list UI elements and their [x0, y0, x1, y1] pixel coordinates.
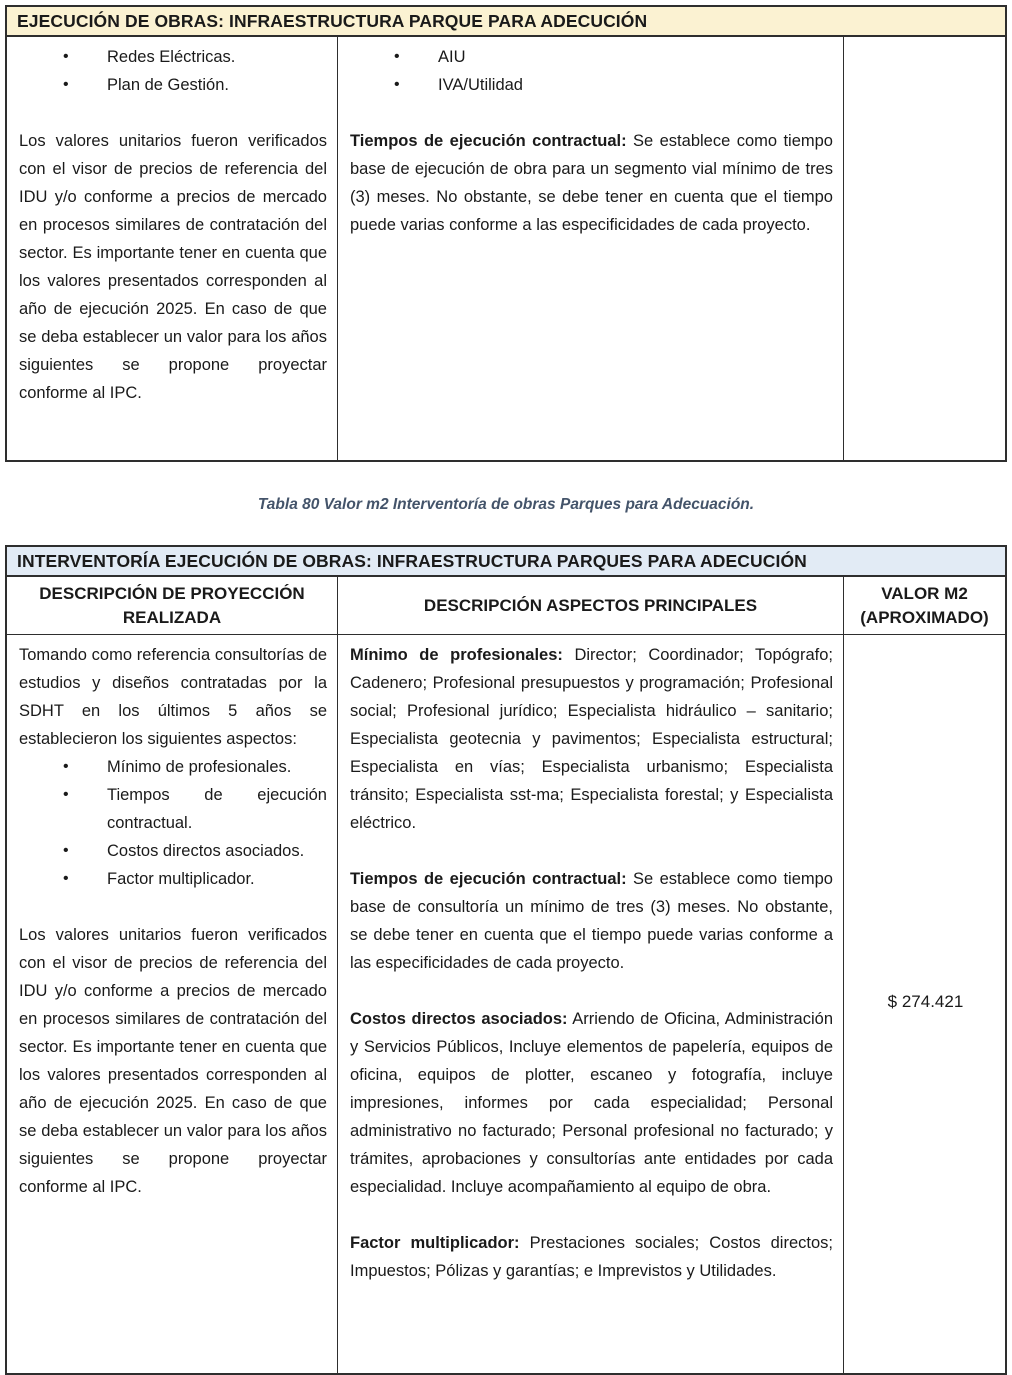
- paragraph-lead: Costos directos asociados:: [350, 1010, 568, 1028]
- paragraph-text: Se establece como tiempo base de ejecución de obra para un segmento vial mínimo de tres (3) meses. No obstante, se debe tener en cuenta que el tiempo puede varias conforme a las especificidades de cada proyecto.: [350, 132, 833, 234]
- paragraph-text: Arriendo de Oficina, Administración y Servicios Públicos, Incluye elementos de papelería, equipos de oficina, equipos de plotter, escaneo y fotografía, incluye impresiones, informes por cada especialidad; Personal administrativo no facturado; Personal profesional no facturado; y trámites, aprobaciones y consultorías ante entidades por cada especialidad. Incluye acompañamiento al equipo de obra.: [350, 1010, 833, 1196]
- table1-title: EJECUCIÓN DE OBRAS: INFRAESTRUCTURA PARQUE PARA ADECUCIÓN: [17, 10, 648, 31]
- paragraph-text: Director; Coordinador; Topógrafo; Cadenero; Profesional presupuestos y programación; Profesional social; Profesional jurídico; Especialista hidráulico – sanitario; Especialista geotecnia y pavimentos; Especialista estructural; Especialista en vías; Especialista urbanismo; Especialista tránsito; Especialista sst-ma; Especialista forestal; y Especialista eléctrico.: [350, 646, 833, 832]
- table1-body-row: [7, 37, 1005, 460]
- bullet-icon: •: [63, 870, 69, 887]
- paragraph-intro: Tomando como referencia consultorías de estudios y diseños contratadas por la SDHT en los últimos 5 años se establecieron los siguientes aspectos:: [19, 646, 327, 748]
- table1-col-aspectos-principales: [337, 37, 843, 460]
- paragraph-text: Se establece como tiempo base de consultoría un mínimo de tres (3) meses. No obstante, se debe tener en cuenta que el tiempo puede varias conforme a las especificidades de cada proyecto.: [350, 870, 833, 972]
- table1-col-valor-empty: [843, 37, 1005, 460]
- list-item: [19, 865, 327, 893]
- paragraph-lead: Factor multiplicador:: [350, 1234, 520, 1252]
- bullet-icon: •: [63, 758, 69, 775]
- paragraph-lead: Tiempos de ejecución contractual:: [350, 870, 627, 888]
- valor-m2-value: $ 274.421: [887, 992, 964, 1011]
- paragraph-tiempos-ejecucion: [350, 865, 833, 977]
- list-item: [19, 43, 327, 71]
- bullet-label: IVA/Utilidad: [438, 76, 523, 94]
- paragraph-costos-directos: [350, 1005, 833, 1201]
- table1-col-descripcion-proyeccion: [7, 37, 337, 460]
- list-item: [19, 781, 327, 837]
- table-interventoria-obras: [5, 545, 1007, 1375]
- paragraph-minimo-profesionales: [350, 641, 833, 837]
- table2-title-bar: [7, 547, 1005, 577]
- bullet-icon: •: [394, 48, 400, 65]
- column-header-valor-m2: VALOR M2 (APROXIMADO): [843, 577, 1005, 634]
- column-header-aspectos-principales: DESCRIPCIÓN ASPECTOS PRINCIPALES: [337, 577, 843, 634]
- bullet-label: Costos directos asociados.: [107, 842, 305, 860]
- paragraph-lead: Mínimo de profesionales:: [350, 646, 563, 664]
- list-item: [19, 71, 327, 99]
- table1-title-bar: [7, 7, 1005, 37]
- table-ejecucion-obras: [5, 5, 1007, 462]
- bullet-label: Tiempos de ejecución contractual.: [107, 786, 327, 832]
- table-caption: Tabla 80 Valor m2 Interventoría de obras Parques para Adecuación.: [257, 496, 755, 513]
- bullet-label: Mínimo de profesionales.: [107, 758, 292, 776]
- bullet-icon: •: [63, 76, 69, 93]
- table2-header-row: [7, 577, 1005, 635]
- paragraph-factor-multiplicador: [350, 1229, 833, 1285]
- table2-title: INTERVENTORÍA EJECUCIÓN DE OBRAS: INFRAESTRUCTURA PARQUES PARA ADECUCIÓN: [17, 550, 807, 571]
- paragraph-lead: Tiempos de ejecución contractual:: [350, 132, 627, 150]
- bullet-icon: •: [63, 786, 69, 803]
- table2-col-descripcion-proyeccion: [7, 635, 337, 1373]
- bullet-icon: •: [394, 76, 400, 93]
- bullet-label: Redes Eléctricas.: [107, 48, 236, 66]
- paragraph-valores-unitarios: Los valores unitarios fueron verificados con el visor de precios de referencia del IDU y/o conforme a precios de mercado en procesos similares de contratación del sector. Es importante tener en cuenta que los valores presentados corresponden al año de ejecución 2025. En caso de que se deba establecer un valor para los años siguientes se propone proyectar conforme al IPC.: [19, 926, 327, 1196]
- bullet-icon: •: [63, 48, 69, 65]
- list-item: [19, 837, 327, 865]
- bullet-label: Factor multiplicador.: [107, 870, 255, 888]
- paragraph-text: Prestaciones sociales; Costos directos; Impuestos; Pólizas y garantías; e Imprevistos y Utilidades.: [350, 1234, 833, 1280]
- list-item: [350, 43, 833, 71]
- paragraph-valores-unitarios: Los valores unitarios fueron verificados con el visor de precios de referencia del IDU y/o conforme a precios de mercado en procesos similares de contratación del sector. Es importante tener en cuenta que los valores presentados corresponden al año de ejecución 2025. En caso de que se deba establecer un valor para los años siguientes se propone proyectar conforme al IPC.: [19, 132, 327, 402]
- table2-col-valor-m2: [843, 635, 1005, 1373]
- bullet-icon: •: [63, 842, 69, 859]
- list-item: [19, 753, 327, 781]
- bullet-label: AIU: [438, 48, 466, 66]
- table2-body-row: [7, 635, 1005, 1373]
- list-item: [350, 71, 833, 99]
- table2-col-aspectos-principales: [337, 635, 843, 1373]
- paragraph-tiempos-ejecucion: [350, 127, 833, 239]
- column-header-descripcion-proyeccion: DESCRIPCIÓN DE PROYECCIÓN REALIZADA: [39, 583, 305, 627]
- bullet-label: Plan de Gestión.: [107, 76, 229, 94]
